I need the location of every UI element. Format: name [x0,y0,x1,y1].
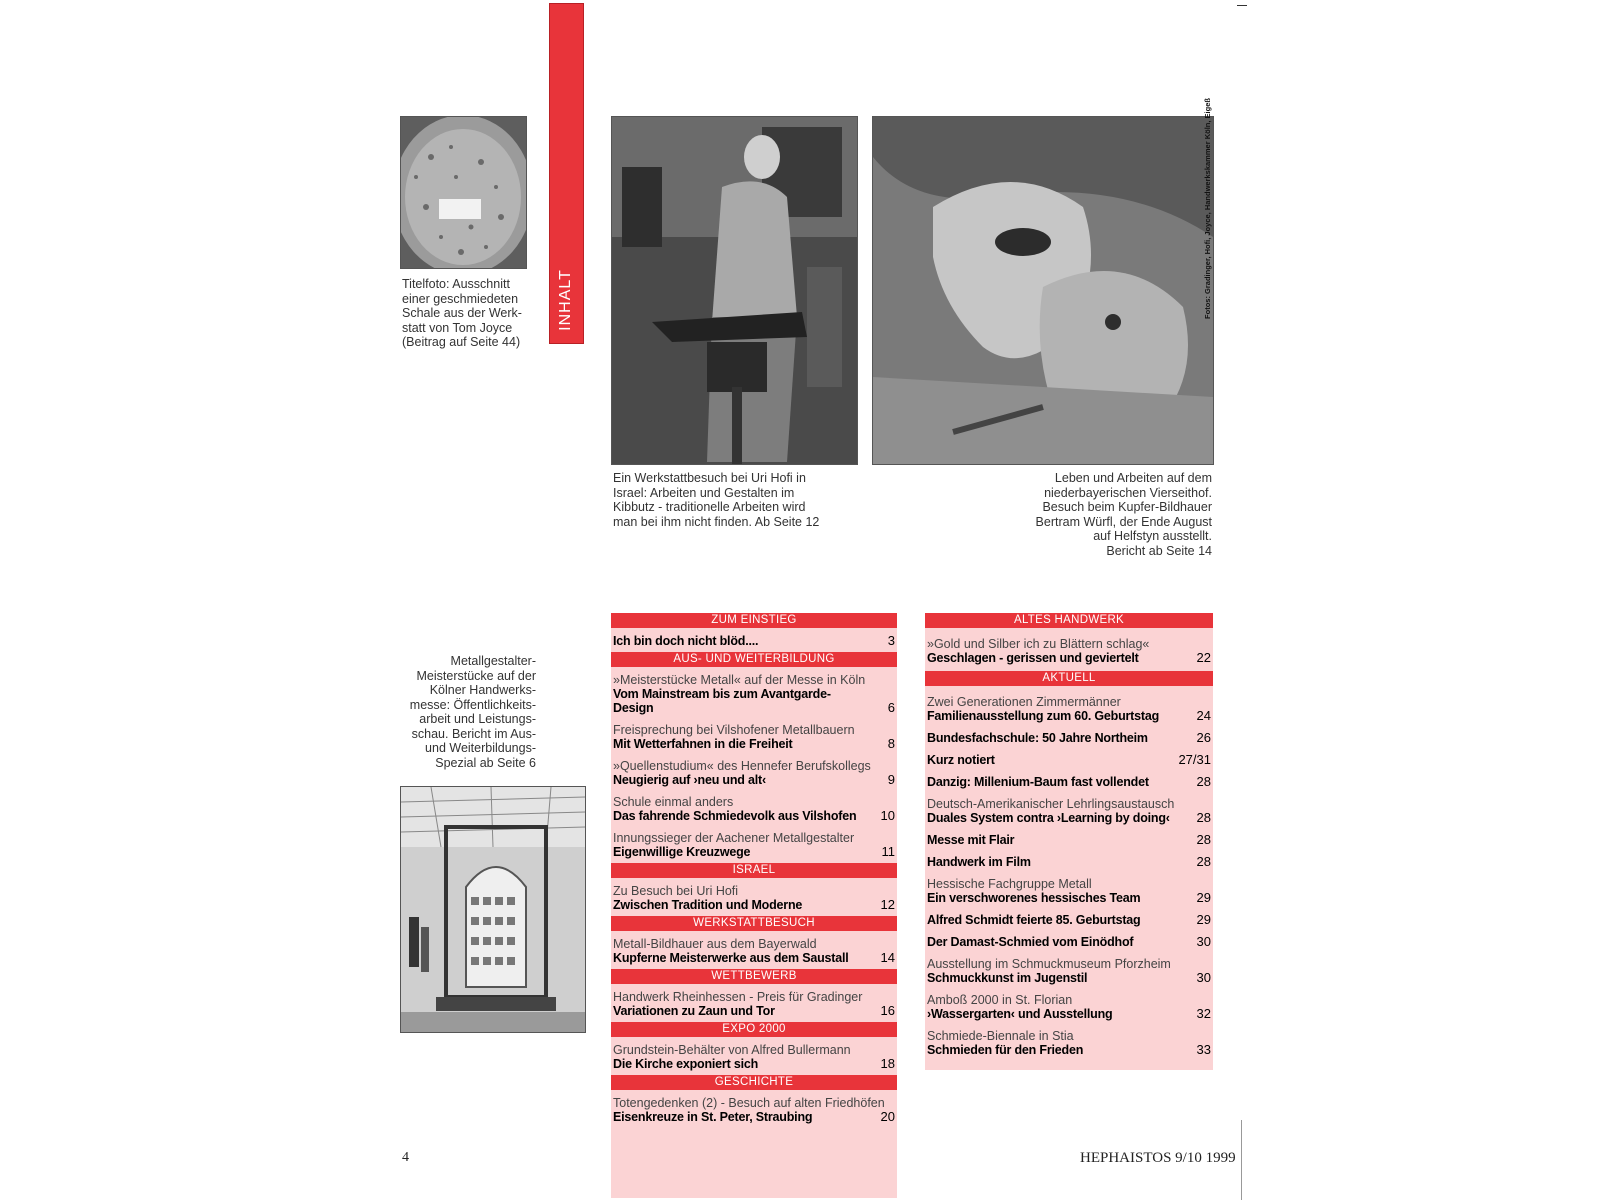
toc-entry-page: 33 [1196,1042,1211,1057]
toc-entry-title: Variationen zu Zaun und Tor [613,1004,775,1018]
toc-entry-subtitle: Grundstein-Behälter von Alfred Bullermann [613,1043,851,1057]
toc-entry-title: ›Wassergarten‹ und Ausstellung [927,1007,1113,1021]
toc-entry-subtitle: Freisprechung bei Vilshofener Metallbauern [613,723,855,737]
toc-section-header: EXPO 2000 [611,1022,897,1037]
toc-entry-title: Danzig: Millenium-Baum fast vollendet [927,775,1149,789]
toc-entry[interactable] [925,913,1213,927]
toc-entry-title: Neugierig auf ›neu und alt‹ [613,773,766,787]
toc-entry-subtitle: Amboß 2000 in St. Florian [927,993,1073,1007]
toc-entry-page: 18 [880,1056,895,1071]
toc-entry-subtitle: Handwerk Rheinhessen - Preis für Gradinger [613,990,863,1004]
toc-entry-subtitle: »Meisterstücke Metall« auf der Messe in Köln [613,673,866,687]
toc-section-header: WETTBEWERB [611,969,897,984]
toc-section-header: ISRAEL [611,863,897,878]
toc-entry-title: Messe mit Flair [927,833,1015,847]
toc-entry-page: 30 [1196,934,1211,949]
cover-caption: Titelfoto: Ausschnitt einer geschmiedeten Schale aus der Werk- statt von Tom Joyce (Beitrag auf Seite 44) [402,277,522,349]
toc-entry-subtitle: Hessische Fachgruppe Metall [927,877,1092,891]
toc-entry-title: Handwerk im Film [927,855,1031,869]
toc-entry-page: 29 [1196,890,1211,905]
toc-entry-page: 26 [1196,730,1211,745]
toc-entry-page: 3 [887,633,895,648]
toc-entry-title: Bundesfachschule: 50 Jahre Northeim [927,731,1148,745]
toc-entry-title: Duales System contra ›Learning by doing‹ [927,811,1170,825]
toc-entry-subtitle: »Gold und Silber ich zu Blättern schlag« [927,637,1150,651]
toc-entry-subtitle: Metall-Bildhauer aus dem Bayerwald [613,937,817,951]
copper-caption: Leben und Arbeiten auf dem niederbayerischen Vierseithof. Besuch beim Kupfer-Bildhauer Bertram Würfl, der Ende August auf Helfstyn ausstellt. Bericht ab Seite 14 [1035,471,1212,558]
toc-entry[interactable] [611,723,897,751]
toc-entry-page: 8 [887,736,895,751]
toc-section-header: AUS- UND WEITERBILDUNG [611,652,897,667]
toc-entry-page: 12 [880,897,895,912]
toc-entry-page: 28 [1196,832,1211,847]
toc-entry-subtitle: »Quellenstudium« des Hennefer Berufskollegs [613,759,871,773]
toc-entry-title: Der Damast-Schmied vom Einödhof [927,935,1134,949]
corner-mark [1237,5,1247,6]
toc-entry[interactable] [925,797,1213,825]
toc-entry-subtitle: Deutsch-Amerikanischer Lehrlingsaustausch [927,797,1175,811]
toc-entry-title: Kupferne Meisterwerke aus dem Saustall [613,951,849,965]
toc-right-column [925,613,1213,1070]
toc-section-header: ALTES HANDWERK [925,613,1213,628]
toc-section-header: GESCHICHTE [611,1075,897,1090]
toc-entry-page: 30 [1196,970,1211,985]
toc-entry[interactable] [611,634,897,648]
toc-entry[interactable] [611,937,897,965]
toc-entry-title: Mit Wetterfahnen in die Freiheit [613,737,793,751]
toc-entry-page: 14 [880,950,895,965]
toc-entry[interactable] [925,855,1213,869]
toc-entry-subtitle: Schmiede-Biennale in Stia [927,1029,1074,1043]
toc-entry[interactable] [925,833,1213,847]
toc-entry[interactable] [611,759,897,787]
photo-credit: Fotos: Gradinger, Hofi, Joyce, Handwerkskammer Köln, Eigeß [1202,97,1212,319]
toc-entry-page: 28 [1196,854,1211,869]
toc-entry-subtitle: Totengedenken (2) - Besuch auf alten Friedhöfen [613,1096,885,1110]
toc-entry-subtitle: Ausstellung im Schmuckmuseum Pforzheim [927,957,1171,971]
toc-left [611,613,897,1124]
toc-entry-title: Ich bin doch nicht blöd.... [613,634,759,648]
toc-entry[interactable] [925,935,1213,949]
messe-photo [400,786,586,1033]
toc-entry[interactable] [611,990,897,1018]
toc-entry-title: Schmieden für den Frieden [927,1043,1084,1057]
toc-section-header: ZUM EINSTIEG [611,613,897,628]
fold-line [1241,1120,1242,1200]
toc-entry[interactable] [925,637,1213,665]
toc-section-header: AKTUELL [925,671,1213,686]
toc-entry-subtitle: Innungssieger der Aachener Metallgestalter [613,831,855,845]
toc-entry-title: Schmuckkunst im Jugenstil [927,971,1088,985]
toc-entry-title: Eigenwillige Kreuzwege [613,845,751,859]
toc-entry-title: Ein verschworenes hessisches Team [927,891,1141,905]
hofi-caption: Ein Werkstattbesuch bei Uri Hofi in Israel: Arbeiten und Gestalten im Kibbutz - traditionelle Arbeiten wird man bei ihm nicht finden. Ab Seite 12 [613,471,820,529]
toc-entry-page: 24 [1196,708,1211,723]
hofi-workshop-photo [611,116,858,465]
toc-entry-page: 27/31 [1178,752,1211,767]
toc-entry[interactable] [925,957,1213,985]
toc-entry-page: 6 [887,700,895,715]
toc-entry[interactable] [611,884,897,912]
toc-entry-page: 28 [1196,774,1211,789]
toc-entry-subtitle: Zu Besuch bei Uri Hofi [613,884,739,898]
toc-entry-page: 20 [880,1109,895,1124]
toc-entry[interactable] [611,1096,897,1124]
toc-entry-subtitle: Schule einmal anders [613,795,734,809]
publication-footer: HEPHAISTOS 9/10 1999 [1080,1150,1236,1166]
toc-entry[interactable] [925,877,1213,905]
toc-entry-title: Kurz notiert [927,753,995,767]
toc-left-column [611,613,897,1198]
toc-entry-page: 11 [881,844,895,859]
inhalt-label: INHALT [556,269,574,331]
toc-entry-page: 16 [880,1003,895,1018]
toc-entry-page: 9 [887,772,895,787]
toc-entry-title: Zwischen Tradition und Moderne [613,898,803,912]
toc-section-header: WERKSTATTBESUCH [611,916,897,931]
toc-entry[interactable] [925,1029,1213,1057]
toc-entry[interactable] [925,775,1213,789]
toc-entry-title: Geschlagen - gerissen und geviertelt [927,651,1139,665]
toc-entry[interactable] [925,695,1213,723]
toc-entry-subtitle: Zwei Generationen Zimmermänner [927,695,1121,709]
toc-entry[interactable] [925,731,1213,745]
toc-entry-title: Familienausstellung zum 60. Geburtstag [927,709,1160,723]
toc-entry[interactable] [611,673,897,715]
toc-entry[interactable] [611,1043,897,1071]
toc-entry-title: Das fahrende Schmiedevolk aus Vilshofen [613,809,857,823]
toc-entry-title: Vom Mainstream bis zum Avantgarde-Design [613,687,831,715]
toc-entry[interactable] [925,993,1213,1021]
toc-right [925,613,1213,1057]
toc-entry-page: 10 [880,808,895,823]
toc-entry-title: Die Kirche exponiert sich [613,1057,759,1071]
toc-entry-page: 22 [1196,650,1211,665]
messe-caption: Metallgestalter- Meisterstücke auf der Kölner Handwerks- messe: Öffentlichkeits- arbeit und Leistungs- schau. Bericht im Aus- und Weiterbildungs- Spezial ab Seite 6 [409,654,536,770]
toc-entry[interactable] [611,831,897,859]
toc-entry[interactable] [611,795,897,823]
toc-entry-page: 29 [1196,912,1211,927]
toc-entry[interactable] [925,753,1213,767]
page-number: 4 [402,1150,409,1165]
copper-sculpture-photo [872,97,1214,465]
toc-entry-page: 28 [1196,810,1211,825]
toc-entry-title: Alfred Schmidt feierte 85. Geburtstag [927,913,1141,927]
toc-entry-page: 32 [1196,1006,1211,1021]
toc-entry-title: Eisenkreuze in St. Peter, Straubing [613,1110,813,1124]
cover-photo [400,116,527,269]
